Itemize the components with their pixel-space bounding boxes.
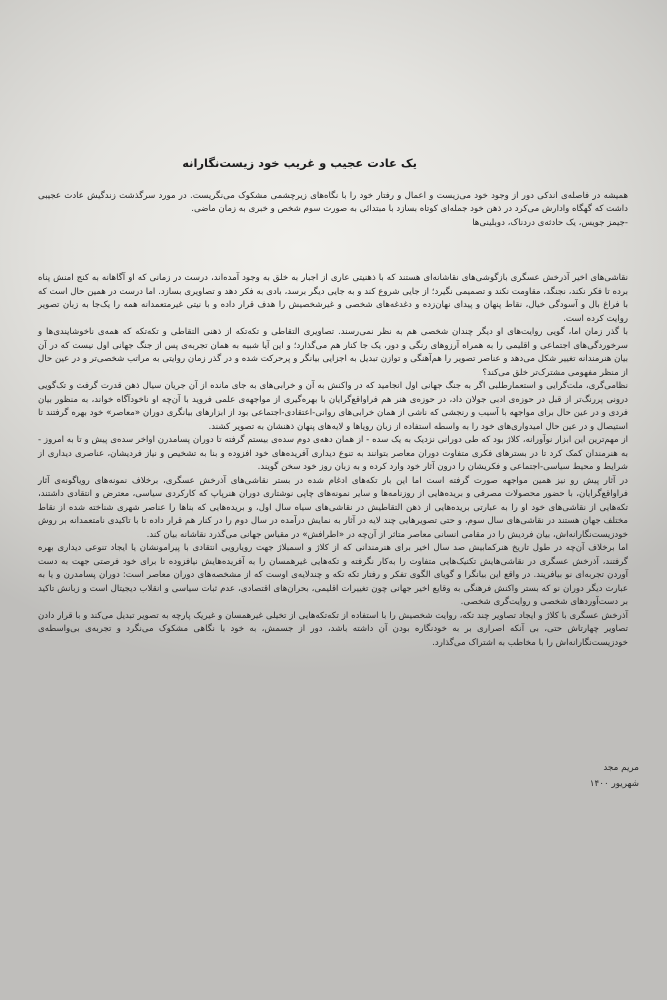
epigraph xyxy=(38,190,628,230)
paragraph: آذرخش عسگری با کلاژ و ایجاد تصاویر چند تکه، روایت شخصیش را با استفاده از تکه‌تکه‌هایی از تخیلی غیرهمسان و غیریک پارچه به تصویر تبدیل می‌کند و با قرار دادن تصاویر چهارتاش حتی، بی آنکه اصراری بر به خودنگاره بودن آن داشته باشد، دور از جسمش، به خود با نگاهی مشکوک می‌نگرد و تجربه‌ی بی‌واسطه‌ی خودزیست‌نگارانه‌اش را با مخاطب به اشتراک می‌گذارد. xyxy=(38,610,628,648)
paragraph: اما برخلاف آن‌چه در طول تاریخ هنرکمابیش صد سال اخیر برای هنرمندانی که از کلاژ و اسمبلاژ جهت رویارویی انتقادی با پیرامونشان یا ایجاد تنوعی دیداری بهره گرفتند، آذرخش عسگری در نقاشی‌هایش تکنیک‌هایی متفاوت را به‌کار نگرفته و تکه‌هایی غیرهمسان را به آفریده‌هایش نیافزوده تا برای خود فرصتی جهت به دست آوردن تجربه‌ای نو بیافریند. در واقع این بیانگرا و گویای الگوی تفکر و رفتار تکه تکه و چندلایه‌ی اوست که از مشخصه‌های دوران معاصر است: دوران پسامدرن و یا به عبارت دیگر دوران نو که بستر واکنش فرهنگی به وقایع اخیر جهانی چون تغییرات اقلیمی، بحران‌های اقتصادی، عدم ثبات سیاسی و انقلاب دیجیتال است و زبانش تاکید بر دست‌آوردهای شخصی و روایت‌گری شخصی. xyxy=(38,543,628,607)
essay-body xyxy=(38,272,628,650)
paragraph: در آثار پیش رو نیز همین مواجهه صورت گرفته است اما این بار تکه‌های ادغام شده در بستر نقاشی‌های آذرخش عسگری، برخلاف نمونه‌های رویاگونه‌ی آثار فراواقع‌گرایان، با حضور محصولات مصرفی و بریده‌هایی از روزنامه‌ها و سایر نمونه‌های چاپی نوشتاری دوران هنرپاپ که کارکردی سیاسی، معترض و انتقادی داشتند، تکه‌هایی از نقاشی‌های خود او را به عبارتی بریده‌هایی از ذهن التقاطیش در نقاشی‌های سیاه سال اول، و بریده‌هایی که بناها را عناصر شهری شناخته شده از نقاط مختلف جهان هستند در نقاشی‌های سال سوم، و حتی تصویرهایی چند لایه در آثار به نمایش درآمده در سال دوم را در کنار هم قرار داده تا با تاکیدی نامتعمدانه بر روش خودزیست‌نگارانه‌اش، بیان فردیش را در مقامی انسانی معاصر متاثر از آن‌چه در «اطرافش» در مقیاس جهانی می‌گذرد نقاشانه بیان کند. xyxy=(38,475,628,540)
signature-date: شهریور ۱۴۰۰ xyxy=(589,779,639,789)
paragraph: از مهم‌ترین این ابزار نوآورانه، کلاژ بود که طی دورانی نزدیک به یک سده - از همان دهه‌ی دوم سده‌ی بیستم گرفته تا دوران پسامدرن اواخر سده‌ی پیش و تا به امروز - به هنرمندان کمک کرد تا در بسترهای فکری متفاوت دوران معاصر بتوانند به تنوع دیداری آفریده‌های خود افزوده و بنا به تشخیص و نیاز فردیشان، عناصری دیداری از شرایط و محیط سیاسی-اجتماعی و فکریشان را درون آثار خود وارد کرده و به زبان روز خود سخن گویند. xyxy=(38,435,628,472)
author-name: مریم مجد xyxy=(603,763,639,773)
paragraph: با گذر زمان اما، گویی روایت‌های او دیگر چندان شخصی هم به نظر نمی‌رسند. تصاویری التقاطی و تکه‌تکه از ذهنی التقاطی و تکه‌تکه که همه‌ی ناخوشایندی‌ها و سرخوردگی‌های اجتماعی و اقلیمی را به همراه آرزوهای رنگی و دور، یک جا کنار هم می‌گذارد؛ و این آیا شبیه به همان تجربه‌ی پس از جنگ جهانی اول نیست که در آن بیان هنرمندانه تغییر شکل می‌دهد و عناصر تصویر را هم‌آهنگی و توازن تبدیل به اجزایی بیانگر و پرحرکت شده و در گذر زمان روایتی به مراتب شخصی‌تر و در عین حال از منظر مفهومی مشترک‌تر خلق می‌کند؟ xyxy=(38,327,628,378)
paragraph: نقاشی‌های اخیر آذرخش عسگری بازگوشی‌های نقاشانه‌ای هستند که با ذهنیتی عاری از اجبار به خلق به وجود آمده‌اند، درست در زمانی که او آگاهانه به کنج امنش پناه برده تا فکر نکند، نجنگد، مقاومت نکند و تصمیمی نگیرد؛ از جایی شروع کند و به جایی دیگر برسد، بادی به فکر دهد و تصاویری بسازد. اما درست در همین حال است که با فراغ بال و آسودگی خیال، نقاط پنهان و پیدای نهان‌زده و دغدغه‌های شخصی و غیرشخصیش را هدف قرار داده و با نیتی غیرمتعمدانه همه را یک‌جا به زبان تصویر روایت کرده است. xyxy=(38,273,628,324)
signature-block xyxy=(519,760,639,792)
page-title: یک عادت عجیب و غریب خود زیست‌نگارانه xyxy=(182,156,417,170)
epigraph-source: -جیمز جویس، یک حادثه‌ی دردناک، دوبلینی‌ها xyxy=(472,217,628,228)
paragraph: نظامی‌گری، ملت‌گرایی و استعمارطلبی اگر به جنگ جهانی اول انجامید که در واکنش به آن و خرابی‌های به جای مانده از آن جریان سیال ذهن قدرت گرفت و تک‌گویی درونی پررنگ‌تر از قبل در حوزه‌ی ادبی جولان داد، در حوزه‌ی هنر هم فراواقع‌گرایان با بهره‌گیری از مواجهه‌ی علمی فروید با آن‌چه او ناخودآگاه خواند، به منظور بیان فردی و در عین حال برای مواجهه با آسیب و رنجشی که ناشی از همان خرابی‌های روانی-اعتقادی-اجتماعی بود از ابزارهای بیانگری دوران «معاصر» خود بهره گرفتند تا استیصال و در عین حال امیدواری‌های خود را به واسطه استفاده از زبان رویاها و لایه‌های پنهان ذهنشان به تصویر کشند. xyxy=(38,381,628,432)
epigraph-quote: همیشه در فاصله‌ی اندکی دور از وجود خود می‌زیست و اعمال و رفتار خود را با نگاه‌های زیرچشمی مشکوک می‌نگریست. در مورد سرگذشت زندگیش عادت عجیبی داشت که گهگاه وادارش می‌کرد در ذهن خود جمله‌ای کوتاه بسازد با مبتدائی به صورت سوم شخص و خبری به زمان ماضی. xyxy=(38,191,628,215)
